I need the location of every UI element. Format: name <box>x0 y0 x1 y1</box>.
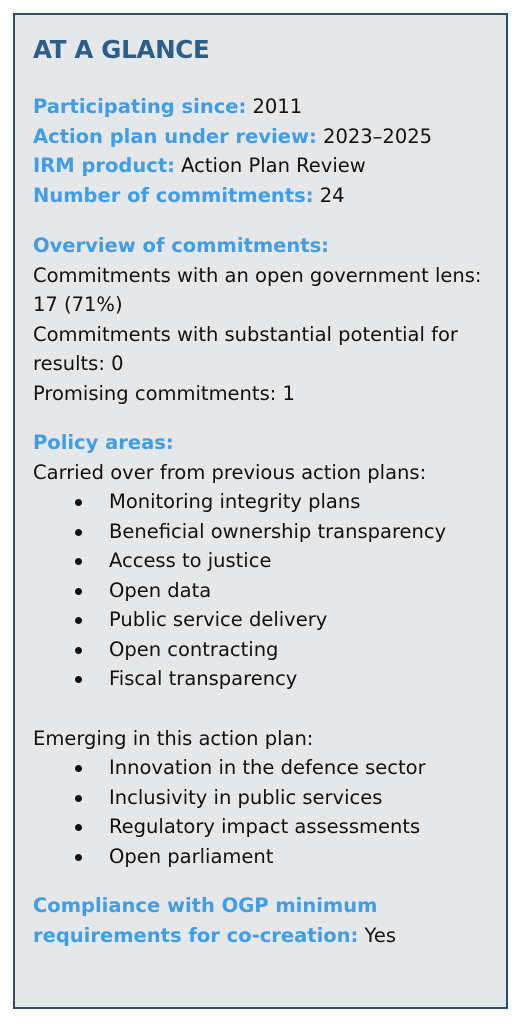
bullet-icon <box>75 499 82 506</box>
fact-label: Action plan under review: <box>33 124 317 148</box>
list-item-text: Access to justice <box>109 549 272 572</box>
list-item <box>33 664 488 694</box>
bullet-icon <box>75 795 82 802</box>
bullet-icon <box>75 854 82 861</box>
overview-line: Commitments with an open government lens: 17 (71%) <box>33 263 482 316</box>
fact-label: Participating since: <box>33 95 247 118</box>
list-item-text: Monitoring integrity plans <box>109 490 361 513</box>
list-item <box>33 783 488 813</box>
fact-participating-since <box>33 92 488 122</box>
fact-irm-product <box>33 151 488 181</box>
policy-areas-heading: Policy areas: <box>33 431 174 454</box>
box-title: AT A GLANCE <box>33 35 210 64</box>
list-item-text: Public service delivery <box>109 608 328 631</box>
emerging-list <box>33 753 488 871</box>
bullet-icon <box>75 588 82 595</box>
bullet-icon <box>75 529 82 536</box>
compliance-label: Compliance with OGP minimum requirements for co-creation: <box>33 894 378 947</box>
fact-value: 2023–2025 <box>323 124 433 148</box>
list-item <box>33 576 488 606</box>
emerging-intro: Emerging in this action plan: <box>33 726 314 750</box>
list-item <box>33 635 488 665</box>
overview-line: Commitments with substantial potential for results: 0 <box>33 322 458 375</box>
list-item <box>33 517 488 547</box>
overview-line: Promising commitments: 1 <box>33 381 295 405</box>
list-item-text: Open parliament <box>109 844 274 868</box>
fact-label: IRM product: <box>33 154 175 177</box>
bullet-icon <box>75 558 82 565</box>
fact-value: 24 <box>319 183 345 207</box>
list-item-text: Inclusivity in public services <box>109 785 383 809</box>
carried-intro: Carried over from previous action plans: <box>33 460 427 484</box>
bullet-icon <box>75 647 82 654</box>
bullet-icon <box>75 617 82 624</box>
compliance-line <box>33 891 483 950</box>
list-item-text: Beneficial ownership transparency <box>109 519 447 543</box>
list-item <box>33 487 488 517</box>
list-item <box>33 842 488 872</box>
list-item <box>33 812 488 842</box>
fact-value: Action Plan Review <box>181 154 366 177</box>
list-item <box>33 546 488 576</box>
bullet-icon <box>75 824 82 831</box>
list-item <box>33 753 488 783</box>
at-a-glance-box <box>13 13 508 1009</box>
list-item <box>33 605 488 635</box>
list-item-text: Open data <box>109 578 212 602</box>
fact-action-plan <box>33 122 488 152</box>
list-item-text: Regulatory impact assessments <box>109 815 421 838</box>
fact-value: 2011 <box>252 95 303 118</box>
list-item-text: Open contracting <box>109 637 279 661</box>
bullet-icon <box>75 765 82 772</box>
fact-label: Number of commitments: <box>33 183 314 207</box>
fact-number-of-commitments <box>33 181 488 211</box>
list-item-text: Innovation in the defence sector <box>109 756 426 779</box>
carried-list <box>33 487 488 694</box>
bullet-icon <box>75 676 82 683</box>
list-item-text: Fiscal transparency <box>109 667 298 690</box>
overview-heading: Overview of commitments: <box>33 234 329 257</box>
compliance-value: Yes <box>364 923 397 947</box>
